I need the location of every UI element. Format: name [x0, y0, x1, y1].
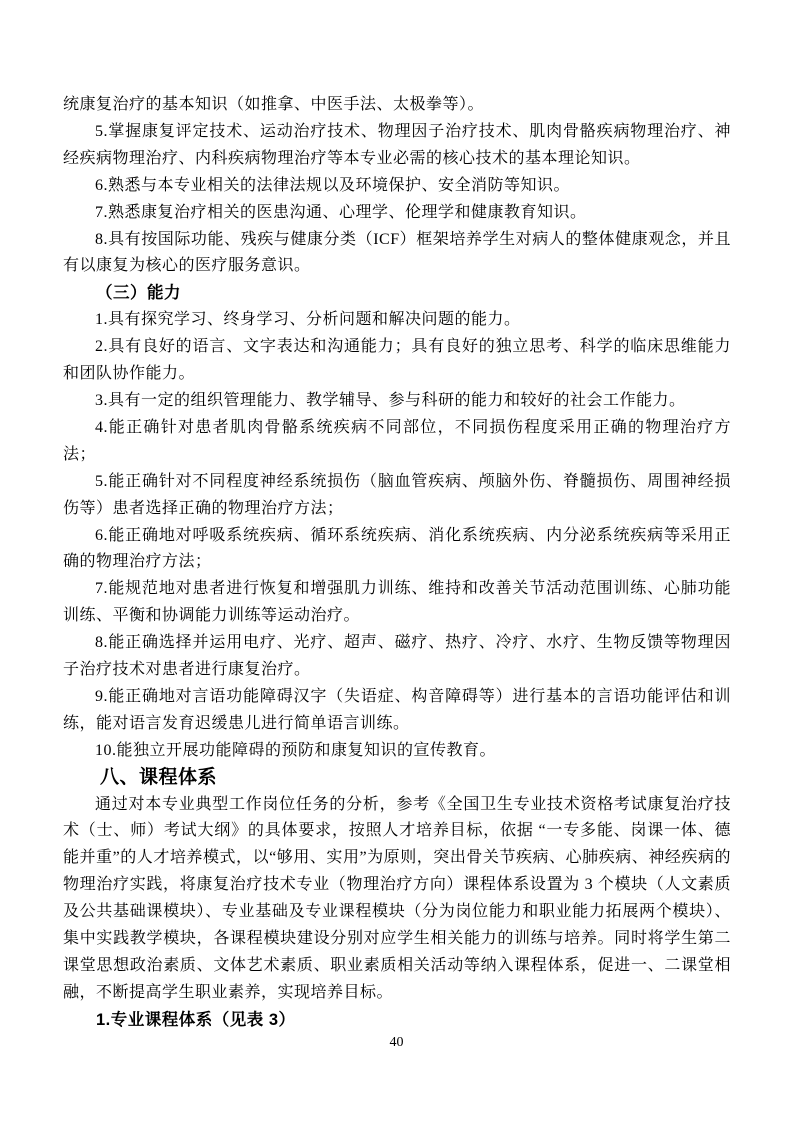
para-knowledge-5: 5.掌握康复评定技术、运动治疗技术、物理因子治疗技术、肌肉骨骼疾病物理治疗、神经疾病物理治疗、内科疾病物理治疗等本专业必需的核心技术的基本理论知识。: [63, 122, 731, 167]
para-ability-6: 6.能正确地对呼吸系统疾病、循环系统疾病、消化系统疾病、内分泌系统疾病等采用正确的物理治疗方法；: [63, 526, 731, 571]
para-ability-2: 2.具有良好的语言、文字表达和沟通能力；具有良好的独立思考、科学的临床思维能力和团队协作能力。: [63, 338, 731, 383]
para-ability-8: 8.能正确选择并运用电疗、光疗、超声、磁疗、热疗、冷疗、水疗、生物反馈等物理因子治疗技术对患者进行康复治疗。: [63, 634, 731, 679]
para-ability-5: 5.能正确针对不同程度神经系统损伤（脑血管疾病、颅脑外伤、脊髓损伤、周围神经损伤等）患者选择正确的物理治疗方法；: [63, 472, 731, 517]
para-ability-1: 1.具有探究学习、终身学习、分析问题和解决问题的能力。: [95, 311, 521, 329]
page-number: 40: [389, 1035, 404, 1050]
para-knowledge-6: 6.熟悉与本专业相关的法律法规以及环境保护、安全消防等知识。: [95, 176, 571, 194]
para-ability-4: 4.能正确针对患者肌肉骨骼系统疾病不同部位，不同损伤程度采用正确的物理治疗方法；: [63, 418, 731, 463]
document-content: [63, 92, 731, 1034]
para-curriculum-overview: 通过对本专业典型工作岗位任务的分析，参考《全国卫生专业技术资格考试康复治疗技术（士、师）考试大纲》的具体要求，按照人才培养目标，依据 “一专多能、岗课一体、德能并重”的人才培养模式，以“够用、实用”为原则，突出骨关节疾病、心肺疾病、神经疾病的物理治疗实践，将康复治疗技术专业（物理治疗方向）课程体系设置为 3 个模块（人文素质及公共基础课模块）、专业基础及专业课程模块（分为岗位能力和职业能力拓展两个模块）、集中实践教学模块，各课程模块建设分别对应学生相关能力的训练与培养。同时将学生第二课堂思想政治素质、文体艺术素质、职业素质相关活动等纳入课程体系，促进一、二课堂相融，不断提高学生职业素养，实现培养目标。: [63, 795, 731, 1001]
para-ability-10: 10.能独立开展功能障碍的预防和康复知识的宣传教育。: [95, 741, 497, 759]
heading-subsection-course-system: 1.专业课程体系（见表 3）: [96, 1010, 296, 1029]
para-continuation-knowledge-4: 统康复治疗的基本知识（如推拿、中医手法、太极拳等）。: [63, 96, 485, 113]
para-knowledge-7: 7.熟悉康复治疗相关的医患沟通、心理学、伦理学和健康教育知识。: [95, 203, 587, 221]
para-ability-3: 3.具有一定的组织管理能力、教学辅导、参与科研的能力和较好的社会工作能力。: [95, 391, 686, 409]
heading-section-ability: （三）能力: [96, 284, 181, 303]
para-ability-9: 9.能正确地对言语功能障碍汉字（失语症、构音障碍等）进行基本的言语功能评估和训练，能对语言发育迟缓患儿进行简单语言训练。: [63, 687, 731, 732]
para-knowledge-8: 8.具有按国际功能、残疾与健康分类（ICF）框架培养学生对病人的整体健康观念，并且有以康复为核心的医疗服务意识。: [63, 230, 731, 275]
para-ability-7: 7.能规范地对患者进行恢复和增强肌力训练、维持和改善关节活动范围训练、心肺功能训练、平衡和协调能力训练等运动治疗。: [63, 580, 731, 625]
heading-chapter-curriculum: 八、课程体系: [100, 766, 218, 788]
